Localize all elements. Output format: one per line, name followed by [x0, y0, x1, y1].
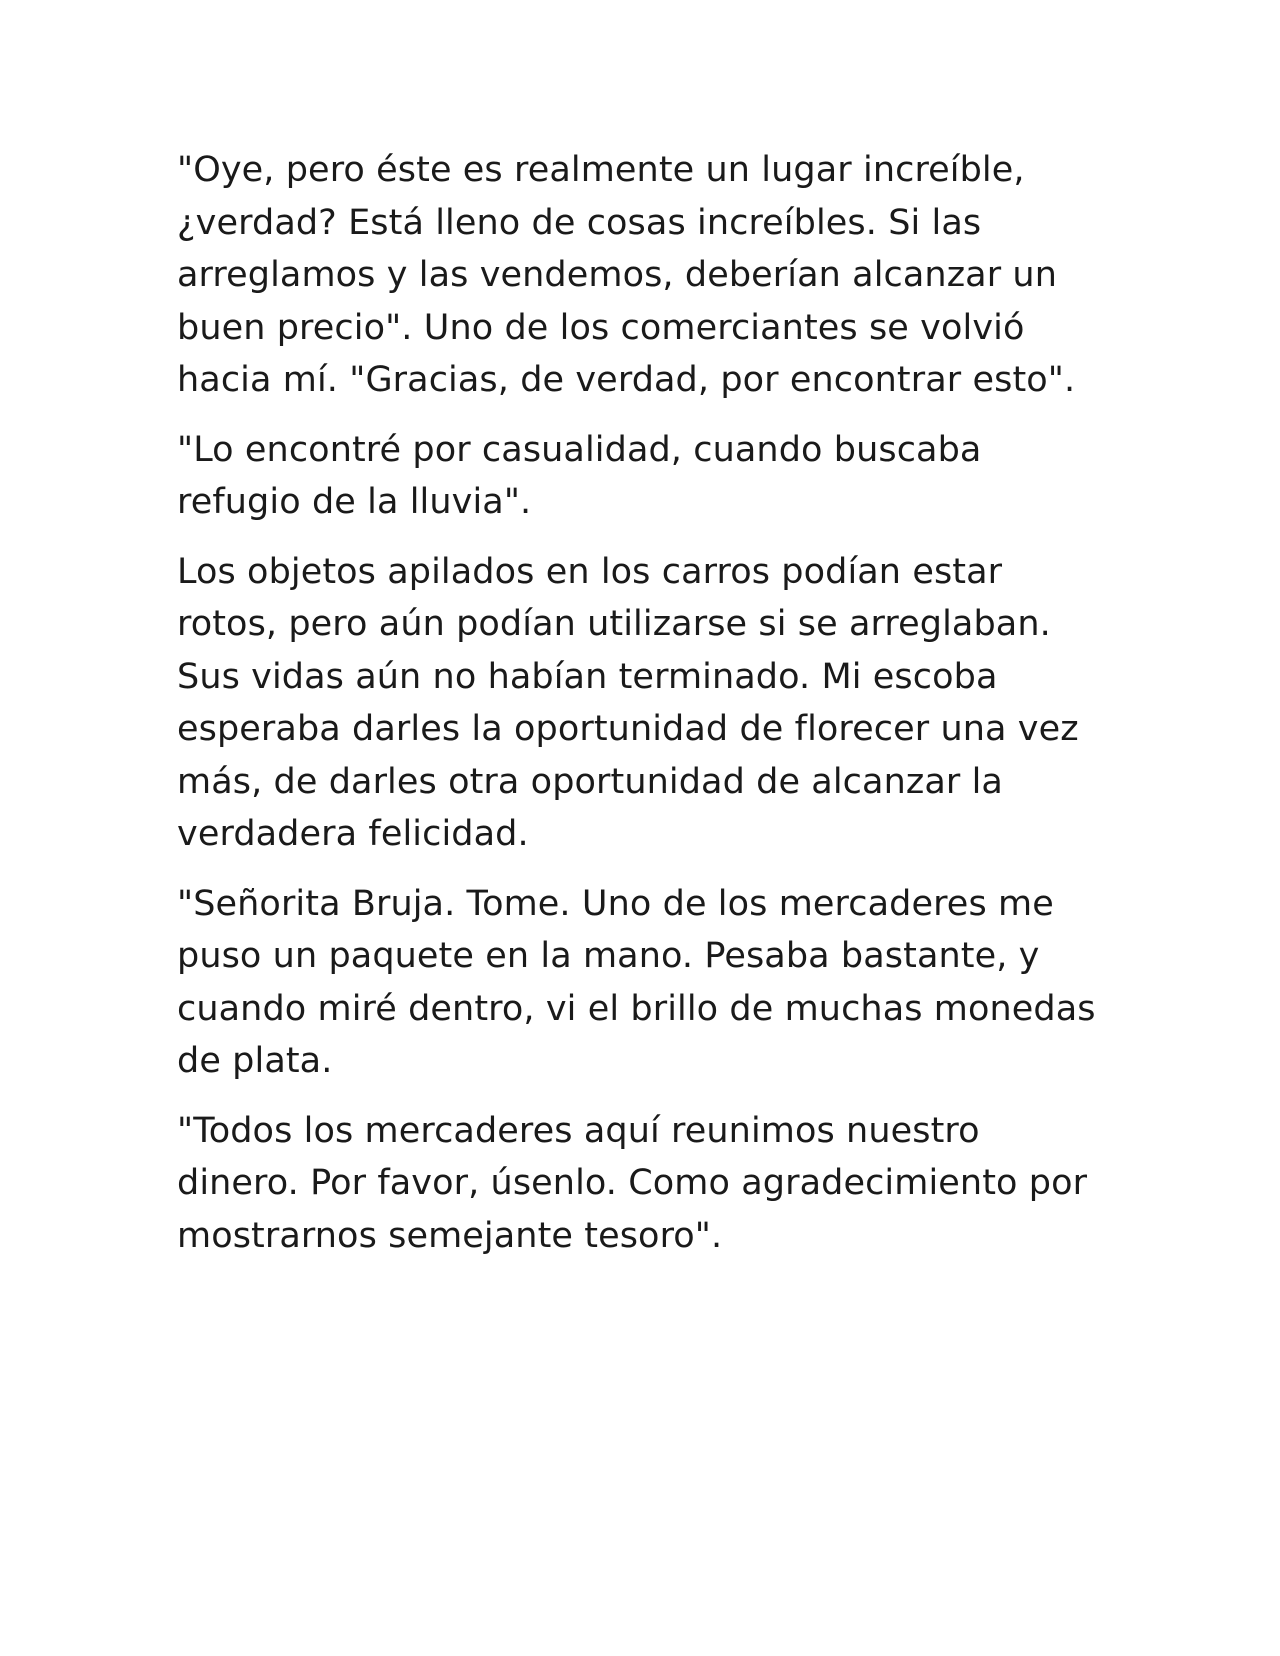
paragraph-4: "Señorita Bruja. Tome. Uno de los mercaderes me puso un paquete en la mano. Pesaba bastante, y cuando miré dentro, vi el brillo de muchas monedas de plata.	[177, 883, 1096, 1081]
paragraph-3: Los objetos apilados en los carros podían estar rotos, pero aún podían utilizarse si se arreglaban. Sus vidas aún no habían terminado. Mi escoba esperaba darles la oportunidad de florecer una vez más, de darles otra oportunidad de alcanzar la verdadera felicidad.	[177, 551, 1079, 854]
document-page	[177, 144, 1097, 1279]
paragraph-5: "Todos los mercaderes aquí reunimos nuestro dinero. Por favor, úsenlo. Como agradecimiento por mostrarnos semejante tesoro".	[177, 1110, 1088, 1256]
paragraph-2: "Lo encontré por casualidad, cuando buscaba refugio de la lluvia".	[177, 429, 982, 522]
paragraph-1: "Oye, pero éste es realmente un lugar increíble, ¿verdad? Está lleno de cosas increíbles. Si las arreglamos y las vendemos, deberían alcanzar un buen precio". Uno de los comerciantes se volvió hacia mí. "Gracias, de verdad, por encontrar esto".	[177, 150, 1076, 400]
